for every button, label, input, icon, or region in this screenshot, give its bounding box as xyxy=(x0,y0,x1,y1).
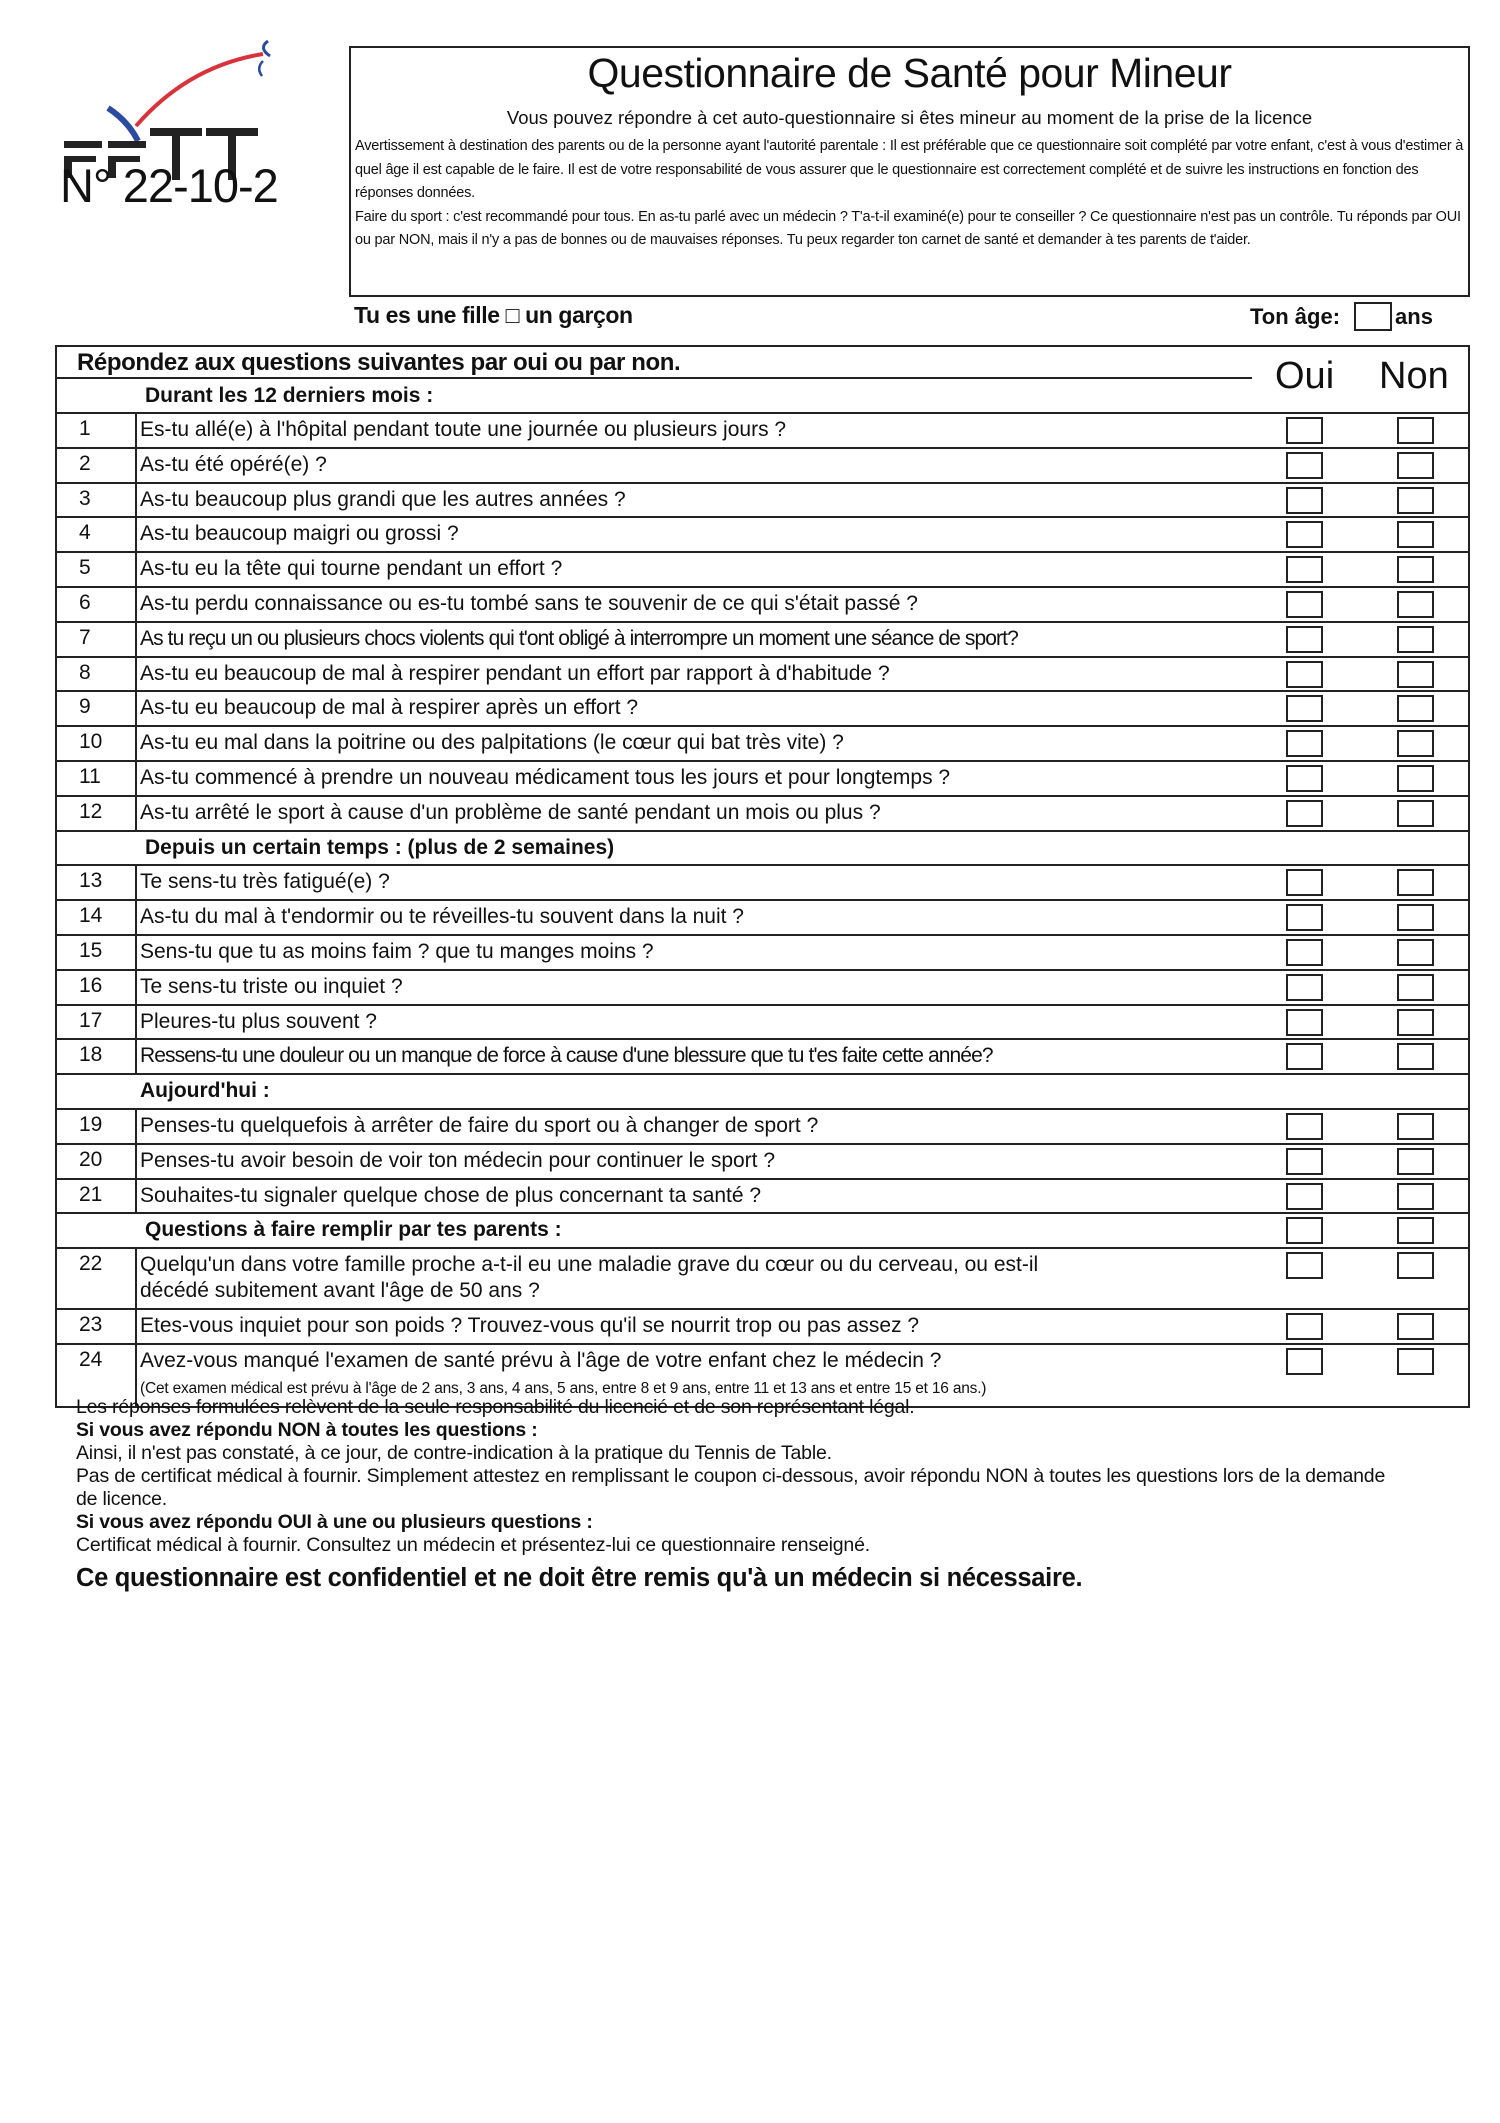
question-row xyxy=(57,971,1468,1006)
yes-checkbox[interactable] xyxy=(1286,1313,1323,1340)
question-row xyxy=(57,936,1468,971)
question-number: 16 xyxy=(57,971,137,1006)
question-row xyxy=(57,1006,1468,1041)
question-text xyxy=(140,765,950,791)
footer-if-no-text1: Ainsi, il n'est pas constaté, à ce jour, de contre-indication à la pratique du Tennis de Table. xyxy=(76,1442,832,1464)
question-number: 12 xyxy=(57,797,137,832)
gender-question: Tu es une fille □ un garçon xyxy=(354,302,633,328)
yes-checkbox[interactable] xyxy=(1286,1148,1323,1175)
question-text xyxy=(140,1183,761,1209)
footer xyxy=(76,1396,1476,1590)
question-row xyxy=(57,797,1468,832)
question-text xyxy=(140,661,890,687)
no-checkbox[interactable] xyxy=(1397,869,1434,896)
question-text xyxy=(140,556,562,582)
page-title: Questionnaire de Santé pour Mineur xyxy=(587,50,1232,96)
question-line: Te sens-tu très fatigué(e) ? xyxy=(140,870,390,894)
question-line: As-tu beaucoup plus grandi que les autres années ? xyxy=(140,487,626,511)
yes-checkbox[interactable] xyxy=(1286,626,1323,653)
no-checkbox[interactable] xyxy=(1397,800,1434,827)
no-checkbox[interactable] xyxy=(1397,1183,1434,1210)
question-number: 11 xyxy=(57,762,137,797)
question-number: 20 xyxy=(57,1145,137,1180)
question-line: As-tu eu la tête qui tourne pendant un effort ? xyxy=(140,557,563,581)
no-checkbox[interactable] xyxy=(1397,765,1434,792)
question-line: As-tu été opéré(e) ? xyxy=(140,452,327,476)
question-note: (Cet examen médical est prévu à l'âge de 2 ans, 3 ans, 4 ans, 5 ans, entre 8 et 9 ans, entre 11 et 13 ans et entre 15 et 16 ans.) xyxy=(140,1379,987,1397)
question-line: Etes-vous inquiet pour son poids ? Trouvez-vous qu'il se nourrit trop ou pas assez ? xyxy=(140,1314,920,1338)
question-number: 22 xyxy=(57,1249,137,1310)
question-number: 8 xyxy=(57,658,137,693)
question-line: Es-tu allé(e) à l'hôpital pendant toute une journée ou plusieurs jours ? xyxy=(140,418,787,441)
question-line: Ressens-tu une douleur ou un manque de force à cause d'une blessure que tu t'es faite cette année? xyxy=(140,1044,993,1068)
question-text xyxy=(140,939,654,965)
section-row xyxy=(57,832,1468,867)
yes-checkbox[interactable] xyxy=(1286,1183,1323,1210)
footer-if-yes-heading: Si vous avez répondu OUI à une ou plusieurs questions : xyxy=(76,1511,593,1533)
no-checkbox[interactable] xyxy=(1397,1348,1434,1375)
question-line: As-tu perdu connaissance ou es-tu tombé sans te souvenir de ce qui s'était passé ? xyxy=(140,591,918,615)
question-row xyxy=(57,658,1468,693)
no-checkbox[interactable] xyxy=(1397,1313,1434,1340)
divider xyxy=(57,377,1252,379)
question-line: As-tu commencé à prendre un nouveau médicament tous les jours et pour longtemps ? xyxy=(140,765,951,789)
question-line: Te sens-tu triste ou inquiet ? xyxy=(140,974,403,998)
age-label: Ton âge: xyxy=(1250,303,1341,329)
question-number: 18 xyxy=(57,1040,137,1075)
question-text xyxy=(140,1252,1038,1304)
table-header xyxy=(57,347,1468,414)
question-row xyxy=(57,484,1468,519)
no-checkbox[interactable] xyxy=(1397,974,1434,1001)
question-line: As-tu arrêté le sport à cause d'un problème de santé pendant un mois ou plus ? xyxy=(140,800,881,824)
yes-checkbox[interactable] xyxy=(1286,661,1323,688)
question-row xyxy=(57,414,1468,449)
question-line: As tu reçu un ou plusieurs chocs violents qui t'ont obligé à interrompre un moment une séance de sport? xyxy=(140,626,1018,650)
question-text xyxy=(140,730,844,756)
question-number: 14 xyxy=(57,901,137,936)
question-line: Quelqu'un dans votre famille proche a-t-il eu une maladie grave du cœur ou du cerveau, ou est-il xyxy=(140,1253,1039,1277)
question-number: 1 xyxy=(57,414,137,449)
question-line: Penses-tu quelquefois à arrêter de faire du sport ou à changer de sport ? xyxy=(140,1113,819,1137)
question-line: As-tu eu beaucoup de mal à respirer après un effort ? xyxy=(140,696,639,720)
question-number: 19 xyxy=(57,1110,137,1145)
question-row xyxy=(57,1145,1468,1180)
question-text xyxy=(140,1148,775,1174)
yes-checkbox[interactable] xyxy=(1286,974,1323,1001)
question-row xyxy=(57,1180,1468,1215)
question-line: Sens-tu que tu as moins faim ? que tu manges moins ? xyxy=(140,939,654,963)
question-row xyxy=(57,727,1468,762)
no-checkbox[interactable] xyxy=(1397,1043,1434,1070)
question-number: 15 xyxy=(57,936,137,971)
confidential-notice: Ce questionnaire est confidentiel et ne doit être remis qu'à un médecin si nécessaire. xyxy=(76,1564,1083,1592)
question-number: 2 xyxy=(57,449,137,484)
yes-checkbox[interactable] xyxy=(1286,556,1323,583)
question-number: 21 xyxy=(57,1180,137,1215)
footer-if-yes-text: Certificat médical à fournir. Consultez un médecin et présentez-lui ce questionnaire renseigné. xyxy=(76,1534,870,1556)
yes-checkbox[interactable] xyxy=(1286,1252,1323,1279)
question-line: Pleures-tu plus souvent ? xyxy=(140,1009,377,1033)
yes-checkbox[interactable] xyxy=(1286,521,1323,548)
question-number: 3 xyxy=(57,484,137,519)
question-text xyxy=(140,1043,993,1069)
question-line: Souhaites-tu signaler quelque chose de plus concernant ta santé ? xyxy=(140,1183,762,1207)
yes-checkbox[interactable] xyxy=(1286,730,1323,757)
section-heading: Questions à faire remplir par tes parents : xyxy=(145,1218,562,1242)
question-row xyxy=(57,1310,1468,1345)
instruction: Répondez aux questions suivantes par oui ou par non. xyxy=(77,349,681,376)
yes-checkbox[interactable] xyxy=(1286,1217,1323,1244)
question-line: As-tu eu mal dans la poitrine ou des palpitations (le cœur qui bat très vite) ? xyxy=(140,731,844,755)
question-line: As-tu eu beaucoup de mal à respirer pendant un effort par rapport à d'habitude ? xyxy=(140,661,890,685)
yes-checkbox[interactable] xyxy=(1286,765,1323,792)
question-text xyxy=(140,869,390,895)
question-number: 4 xyxy=(57,518,137,553)
yes-checkbox[interactable] xyxy=(1286,939,1323,966)
question-row xyxy=(57,762,1468,797)
column-no: Non xyxy=(1379,355,1449,397)
section-row xyxy=(57,1214,1468,1249)
yes-checkbox[interactable] xyxy=(1286,487,1323,514)
no-checkbox[interactable] xyxy=(1397,730,1434,757)
question-line: As-tu du mal à t'endormir ou te réveilles-tu souvent dans la nuit ? xyxy=(140,905,744,929)
yes-checkbox[interactable] xyxy=(1286,417,1323,444)
question-row xyxy=(57,553,1468,588)
no-checkbox[interactable] xyxy=(1397,661,1434,688)
footer-responsibility: Les réponses formulées relèvent de la seule responsabilité du licencié et de son représentant légal. xyxy=(76,1396,915,1418)
question-text xyxy=(140,487,626,513)
question-number: 23 xyxy=(57,1310,137,1345)
no-checkbox[interactable] xyxy=(1397,1217,1434,1244)
yes-checkbox[interactable] xyxy=(1286,1113,1323,1140)
question-text xyxy=(140,626,1018,652)
parent-warning: Avertissement à destination des parents ou de la personne ayant l'autorité parentale : Il est préférable que ce questionnaire soit complété par votre enfant, c'est à vous d'estimer à quel âge il est capable de le faire. Il est de votre responsabilité de vous assurer que le questionnaire est correctement complété et de suivre les instructions en fonction des réponses données. xyxy=(355,138,1464,201)
yes-checkbox[interactable] xyxy=(1286,904,1323,931)
yes-checkbox[interactable] xyxy=(1286,869,1323,896)
document-number: N° 22-10-2 xyxy=(60,159,278,212)
question-row xyxy=(57,866,1468,901)
question-line: Penses-tu avoir besoin de voir ton médecin pour continuer le sport ? xyxy=(140,1148,776,1172)
section-heading: Aujourd'hui : xyxy=(140,1079,270,1103)
question-number: 6 xyxy=(57,588,137,623)
no-checkbox[interactable] xyxy=(1397,417,1434,444)
question-text xyxy=(140,417,786,443)
question-number: 5 xyxy=(57,553,137,588)
subtitle: Vous pouvez répondre à cet auto-questionnaire si êtes mineur au moment de la prise de la licence xyxy=(506,107,1313,128)
question-text xyxy=(140,591,918,617)
question-text xyxy=(140,695,638,721)
footer-if-no-heading: Si vous avez répondu NON à toutes les questions : xyxy=(76,1419,538,1441)
question-row xyxy=(57,623,1468,658)
question-row xyxy=(57,588,1468,623)
question-text xyxy=(140,521,459,547)
yes-checkbox[interactable] xyxy=(1286,1043,1323,1070)
question-text xyxy=(140,904,744,930)
no-checkbox[interactable] xyxy=(1397,904,1434,931)
no-checkbox[interactable] xyxy=(1397,695,1434,722)
no-checkbox[interactable] xyxy=(1397,521,1434,548)
question-number: 7 xyxy=(57,623,137,658)
question-text xyxy=(140,1348,986,1402)
yes-checkbox[interactable] xyxy=(1286,1009,1323,1036)
question-row xyxy=(57,1110,1468,1145)
no-checkbox[interactable] xyxy=(1397,556,1434,583)
question-row xyxy=(57,692,1468,727)
question-number: 17 xyxy=(57,1006,137,1041)
age-input[interactable] xyxy=(1354,302,1392,331)
question-text xyxy=(140,1113,818,1139)
section-row xyxy=(57,1075,1468,1110)
footer-if-no-text2: Pas de certificat médical à fournir. Simplement attestez en remplissant le coupon ci-dessous, avoir répondu NON à toutes les questions lors de la demande de licence. xyxy=(76,1465,1386,1510)
no-checkbox[interactable] xyxy=(1397,626,1434,653)
question-number: 24 xyxy=(57,1345,137,1408)
intro-text: Faire du sport : c'est recommandé pour tous. En as-tu parlé avec un médecin ? T'a-t-il examiné(e) pour te conseiller ? Ce questionnaire n'est pas un contrôle. Tu réponds par OUI ou par NON, mais il n'y a pas de bonnes ou de mauvaises réponses. Tu peux regarder ton carnet de santé et demander à tes parents de t'aider. xyxy=(355,208,1461,248)
no-checkbox[interactable] xyxy=(1397,1252,1434,1279)
question-text xyxy=(140,800,881,826)
yes-checkbox[interactable] xyxy=(1286,591,1323,618)
no-checkbox[interactable] xyxy=(1397,939,1434,966)
no-checkbox[interactable] xyxy=(1397,1148,1434,1175)
yes-checkbox[interactable] xyxy=(1286,800,1323,827)
question-line: décédé subitement avant l'âge de 50 ans ? xyxy=(140,1279,540,1303)
question-row xyxy=(57,518,1468,553)
yes-checkbox[interactable] xyxy=(1286,452,1323,479)
column-yes: Oui xyxy=(1275,355,1335,397)
question-number: 13 xyxy=(57,866,137,901)
no-checkbox[interactable] xyxy=(1397,1113,1434,1140)
question-line: Avez-vous manqué l'examen de santé prévu à l'âge de votre enfant chez le médecin ? xyxy=(140,1348,942,1372)
no-checkbox[interactable] xyxy=(1397,487,1434,514)
question-text xyxy=(140,1009,377,1035)
question-text xyxy=(140,974,403,1000)
yes-checkbox[interactable] xyxy=(1286,1348,1323,1375)
age-unit: ans xyxy=(1395,303,1433,329)
yes-checkbox[interactable] xyxy=(1286,695,1323,722)
question-row xyxy=(57,1040,1468,1075)
header-box xyxy=(349,46,1470,297)
no-checkbox[interactable] xyxy=(1397,591,1434,618)
question-text xyxy=(140,452,327,478)
questionnaire-table xyxy=(55,345,1470,1408)
question-row xyxy=(57,449,1468,484)
section-heading: Durant les 12 derniers mois : xyxy=(145,384,434,407)
age-field-group xyxy=(1250,302,1433,331)
question-line: As-tu beaucoup maigri ou grossi ? xyxy=(140,522,459,546)
question-number: 9 xyxy=(57,692,137,727)
no-checkbox[interactable] xyxy=(1397,1009,1434,1036)
no-checkbox[interactable] xyxy=(1397,452,1434,479)
question-row xyxy=(57,1249,1468,1310)
question-number: 10 xyxy=(57,727,137,762)
question-text xyxy=(140,1313,919,1339)
question-row xyxy=(57,901,1468,936)
section-heading: Depuis un certain temps : (plus de 2 semaines) xyxy=(145,835,615,859)
